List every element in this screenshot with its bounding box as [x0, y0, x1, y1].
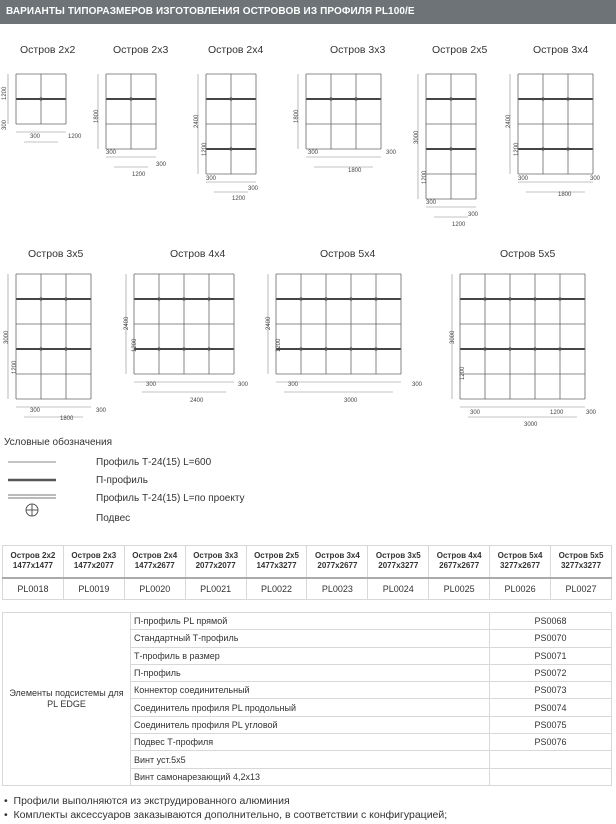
part-code: PS0070	[490, 630, 612, 647]
group-label: Элементы подсистемы для PL EDGE	[3, 613, 131, 786]
dim-label: 1800	[294, 109, 300, 123]
dim-label: 2400	[194, 114, 200, 128]
island-label: Остров 3х5	[28, 248, 84, 260]
legend-symbols	[8, 452, 58, 522]
dim-label: 300	[206, 176, 217, 182]
part-code	[490, 751, 612, 768]
dim-label: 1800	[348, 168, 362, 174]
table-header-cell: Остров 2х5 1477х3277	[246, 546, 307, 578]
table-header-cell: Остров 5х5 3277х3277	[551, 546, 612, 578]
table-cell: PL0025	[429, 578, 490, 600]
dim-label: 1200	[460, 366, 466, 380]
dim-label: 300	[470, 410, 481, 416]
dim-label: 300	[426, 200, 437, 206]
dim-label: 2400	[190, 398, 204, 404]
legend-item: Подвес	[96, 513, 131, 524]
legend-item: Профиль Т-24(15) L=по проекту	[96, 493, 245, 504]
dim-label: 1200	[422, 170, 428, 184]
island-label: Остров 5х4	[320, 248, 376, 260]
part-code: PS0073	[490, 682, 612, 699]
dim-label: 300	[468, 212, 479, 218]
table-cell: PL0027	[551, 578, 612, 600]
island-diagram-3x4	[504, 68, 614, 208]
part-name: П-профиль PL прямой	[131, 613, 490, 630]
table-header-cell: Остров 5х4 3277х2677	[490, 546, 551, 578]
table-cell: PL0020	[124, 578, 185, 600]
page-title: ВАРИАНТЫ ТИПОРАЗМЕРОВ ИЗГОТОВЛЕНИЯ ОСТРОВОВ ИЗ ПРОФИЛЯ PL100/E	[0, 0, 616, 24]
dim-label: 3000	[4, 330, 10, 344]
table-header-cell: Остров 2х2 1477х1477	[3, 546, 64, 578]
island-diagram-2x2	[2, 68, 92, 158]
dim-label: 2400	[124, 316, 130, 330]
part-name: Винт уст.5х5	[131, 751, 490, 768]
table-header-cell: Остров 4х4 2677х2677	[429, 546, 490, 578]
dim-label: 1200	[276, 338, 282, 352]
part-name: Подвес Т-профиля	[131, 734, 490, 751]
codes-table	[2, 545, 612, 600]
legend-item: Профиль Т-24(15) L=600	[96, 457, 212, 468]
part-name: Соединитель профиля PL продольный	[131, 699, 490, 716]
part-name: Соединитель профиля PL угловой	[131, 716, 490, 733]
dim-label: 1200	[202, 142, 208, 156]
dim-label: 1200	[68, 134, 82, 140]
dim-label: 3000	[344, 398, 358, 404]
part-code: PS0068	[490, 613, 612, 630]
part-code	[490, 768, 612, 785]
dim-label: 300	[590, 176, 601, 182]
island-label: Остров 2х4	[208, 44, 264, 56]
dim-label: 1800	[94, 109, 100, 123]
part-name: П-профиль	[131, 664, 490, 681]
dim-label: 1200	[232, 196, 246, 202]
dim-label: 1200	[132, 338, 138, 352]
island-diagram-5x5	[446, 268, 612, 433]
table-cell: PL0022	[246, 578, 307, 600]
table-cell: PL0019	[63, 578, 124, 600]
dim-label: 300	[386, 150, 397, 156]
dim-label: 1200	[452, 222, 466, 228]
island-diagram-2x3	[92, 68, 182, 183]
dim-label: 300	[248, 186, 259, 192]
part-code: PS0075	[490, 716, 612, 733]
dim-label: 3000	[524, 422, 538, 428]
table-header-cell: Остров 2х4 1477х2677	[124, 546, 185, 578]
table-cell: PL0023	[307, 578, 368, 600]
dim-label: 1800	[60, 416, 74, 422]
dim-label: 300	[288, 382, 299, 388]
dim-label: 300	[518, 176, 529, 182]
island-label: Остров 2х5	[432, 44, 488, 56]
island-diagram-4x4	[120, 268, 260, 408]
dim-label: 300	[96, 408, 107, 414]
table-header-cell: Остров 3х3 2077х2077	[185, 546, 246, 578]
dim-label: 300	[30, 408, 41, 414]
dim-label: 3000	[414, 130, 420, 144]
part-code: PS0071	[490, 647, 612, 664]
table-header-cell: Остров 3х4 2077х2677	[307, 546, 368, 578]
dim-label: 300	[106, 150, 117, 156]
dim-label: 300	[30, 134, 41, 140]
island-label: Остров 2х2	[20, 44, 76, 56]
table-cell: PL0026	[490, 578, 551, 600]
island-label: Остров 5х5	[500, 248, 556, 260]
island-diagram-3x3	[292, 68, 412, 183]
dim-label: 1200	[2, 86, 8, 100]
island-label: Остров 4х4	[170, 248, 226, 260]
part-name: Коннектор соединительный	[131, 682, 490, 699]
island-diagram-2x4	[192, 68, 282, 208]
parts-table	[2, 612, 612, 786]
part-name: Т-профиль в размер	[131, 647, 490, 664]
part-code: PS0076	[490, 734, 612, 751]
dim-label: 300	[586, 410, 597, 416]
island-diagram-5x4	[262, 268, 442, 408]
dim-label: 2400	[506, 114, 512, 128]
dim-label: 1200	[12, 360, 18, 374]
table-header-cell: Остров 3х5 2077х3277	[368, 546, 429, 578]
dim-label: 1200	[132, 172, 146, 178]
dim-label: 1200	[514, 142, 520, 156]
legend-title: Условные обозначения	[4, 437, 113, 448]
table-cell: PL0018	[3, 578, 64, 600]
part-name: Винт самонарезающий 4,2х13	[131, 768, 490, 785]
table-cell: PL0021	[185, 578, 246, 600]
dim-label: 1200	[550, 410, 564, 416]
dim-label: 2400	[266, 316, 272, 330]
table-header-cell: Остров 2х3 1477х2077	[63, 546, 124, 578]
part-name: Стандартный Т-профиль	[131, 630, 490, 647]
island-label: Остров 3х4	[533, 44, 589, 56]
island-diagram-2x5	[412, 68, 502, 233]
dim-label: 300	[238, 382, 249, 388]
dim-label: 300	[146, 382, 157, 388]
dim-label: 300	[156, 162, 167, 168]
note: • Комплекты аксессуаров заказываются дополнительно, в соответствии с конфигурацией;	[4, 809, 448, 821]
part-code: PS0072	[490, 664, 612, 681]
table-cell: PL0024	[368, 578, 429, 600]
dim-label: 300	[308, 150, 319, 156]
dim-label: 1800	[558, 192, 572, 198]
note: • Профили выполняются из экструдированного алюминия	[4, 795, 290, 807]
island-label: Остров 3х3	[330, 44, 386, 56]
island-diagram-3x5	[2, 268, 112, 428]
legend-item: П-профиль	[96, 475, 148, 486]
dim-label: 3000	[450, 330, 456, 344]
dim-label: 300	[2, 119, 8, 130]
part-code: PS0074	[490, 699, 612, 716]
island-label: Остров 2х3	[113, 44, 169, 56]
dim-label: 300	[412, 382, 423, 388]
